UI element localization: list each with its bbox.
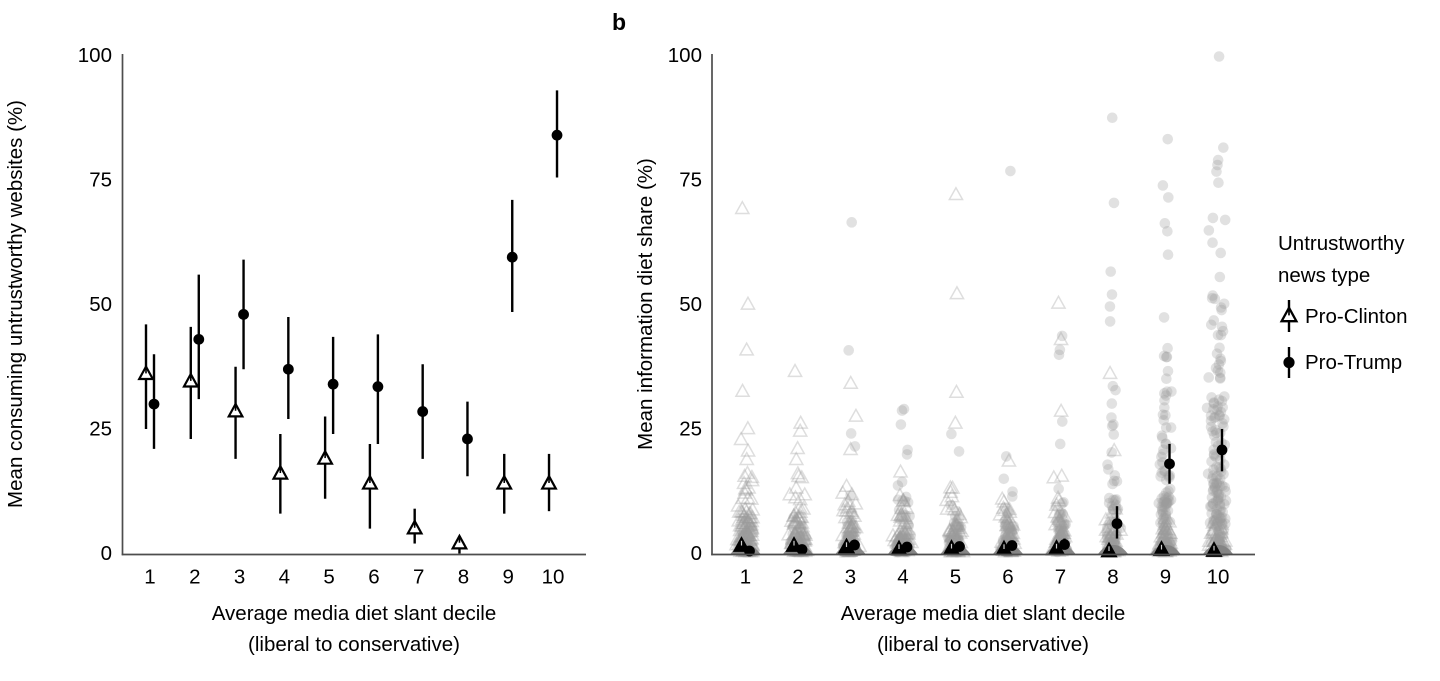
raw-triangle-point	[736, 384, 749, 396]
y-tick-label: 0	[100, 542, 112, 565]
raw-circle-point	[1105, 301, 1116, 312]
raw-triangle-point	[849, 409, 862, 421]
raw-circle-point	[1058, 497, 1069, 508]
pro-trump-circle-marker	[1112, 518, 1123, 529]
raw-circle-point	[1107, 289, 1118, 300]
y-tick-label: 75	[679, 168, 702, 192]
raw-triangle-point	[736, 202, 749, 214]
raw-circle-point	[896, 419, 907, 430]
raw-circle-point	[1054, 510, 1065, 521]
legend-title-line1: Untrustworthy	[1278, 232, 1405, 255]
x-tick-label: 10	[541, 565, 565, 589]
pro-trump-circle-marker	[1059, 539, 1070, 550]
raw-circle-point	[893, 480, 904, 491]
raw-triangle-point	[950, 385, 963, 397]
pro-trump-circle-marker	[1164, 458, 1175, 469]
raw-circle-point	[1213, 365, 1224, 376]
raw-triangle-point	[791, 442, 804, 454]
raw-circle-point	[1207, 237, 1218, 248]
x-tick-label: 6	[368, 565, 380, 589]
panel-a-points	[139, 90, 562, 553]
raw-circle-point	[1000, 516, 1011, 527]
pro-trump-circle-marker	[1007, 540, 1018, 551]
raw-triangle-point	[790, 453, 803, 465]
raw-circle-point	[1203, 372, 1214, 383]
y-tick-label: 25	[89, 417, 112, 441]
raw-triangle-point	[950, 287, 963, 299]
raw-triangle-point	[1052, 296, 1065, 308]
raw-circle-point	[1057, 331, 1068, 342]
raw-circle-point	[903, 521, 914, 532]
pro-trump-circle-marker	[1217, 445, 1228, 456]
raw-circle-point	[1107, 112, 1118, 123]
raw-circle-point	[1159, 312, 1170, 323]
raw-circle-point	[1216, 305, 1227, 316]
pro-trump-circle-marker	[417, 406, 428, 417]
raw-circle-point	[1211, 509, 1222, 520]
raw-triangle-point	[1055, 469, 1068, 481]
panel-a	[4, 44, 586, 656]
y-tick-label: 50	[89, 293, 112, 316]
raw-circle-point	[1210, 294, 1221, 305]
legend-label-pro-clinton: Pro-Clinton	[1305, 305, 1408, 328]
raw-circle-point	[1057, 416, 1068, 427]
raw-triangle-point	[741, 422, 754, 434]
raw-circle-point	[1204, 225, 1215, 236]
x-tick-label: 2	[792, 565, 804, 589]
panel-b-x-axis-title-line1: Average media diet slant decile	[840, 602, 1126, 625]
y-tick-label: 50	[679, 293, 702, 316]
raw-circle-point	[905, 530, 916, 541]
raw-triangle-point	[1103, 367, 1116, 379]
panel-b-y-tick-labels	[668, 44, 702, 565]
legend	[1278, 232, 1408, 378]
raw-circle-point	[1109, 198, 1120, 209]
pro-trump-circle-marker	[373, 381, 384, 392]
raw-circle-point	[1105, 266, 1116, 277]
raw-triangle-point	[741, 297, 754, 309]
raw-circle-point	[1209, 413, 1220, 424]
circle-errorbar-icon	[1283, 347, 1294, 378]
raw-circle-point	[845, 490, 856, 501]
raw-circle-point	[1054, 349, 1065, 360]
raw-circle-point	[1163, 366, 1174, 377]
raw-circle-point	[1215, 248, 1226, 259]
raw-triangle-point	[949, 188, 962, 200]
x-tick-label: 7	[412, 565, 425, 589]
panel-b	[634, 44, 1255, 656]
raw-triangle-point	[788, 365, 801, 377]
legend-label-pro-trump: Pro-Trump	[1305, 351, 1403, 374]
panel-b-x-axis-title-line2: (liberal to conservative)	[877, 633, 1089, 656]
raw-circle-point	[904, 511, 915, 522]
pro-trump-circle-marker	[193, 334, 204, 345]
pro-trump-circle-marker	[328, 379, 339, 390]
panel-a-y-tick-labels	[78, 44, 112, 565]
x-tick-label: 5	[949, 565, 962, 589]
raw-circle-point	[1110, 385, 1121, 396]
x-tick-label: 9	[1159, 565, 1172, 589]
raw-circle-point	[1220, 215, 1231, 226]
raw-circle-point	[1160, 495, 1171, 506]
raw-triangle-point	[734, 433, 747, 445]
raw-circle-point	[1105, 316, 1116, 327]
pro-trump-circle-marker	[849, 540, 860, 551]
raw-triangle-point	[740, 343, 753, 355]
raw-circle-point	[1166, 386, 1177, 397]
raw-triangle-point	[844, 376, 857, 388]
raw-circle-point	[1215, 428, 1226, 439]
raw-circle-point	[1109, 476, 1120, 487]
raw-circle-point	[1217, 396, 1228, 407]
raw-circle-point	[1156, 452, 1167, 463]
x-tick-label: 5	[323, 565, 335, 589]
x-tick-label: 2	[189, 565, 201, 589]
raw-circle-point	[894, 505, 905, 516]
y-tick-label: 100	[77, 44, 112, 67]
panel-a-x-tick-labels	[144, 566, 564, 589]
raw-circle-point	[846, 217, 857, 228]
pro-trump-circle-marker	[902, 542, 913, 553]
raw-circle-point	[1005, 166, 1016, 177]
raw-circle-point	[1212, 160, 1223, 171]
raw-circle-point	[897, 405, 908, 416]
raw-circle-point	[1110, 530, 1121, 541]
panel-a-x-axis-title-line2: (liberal to conservative)	[248, 633, 460, 656]
pro-trump-circle-marker	[954, 541, 965, 552]
raw-circle-point	[1208, 213, 1219, 224]
raw-circle-point	[1208, 315, 1219, 326]
raw-circle-point	[952, 522, 963, 533]
raw-circle-point	[1107, 398, 1118, 409]
pro-trump-circle-marker	[283, 364, 294, 375]
raw-circle-point	[1210, 483, 1221, 494]
triangle-errorbar-icon	[1282, 300, 1297, 332]
raw-circle-point	[788, 512, 799, 523]
raw-circle-point	[1166, 422, 1177, 433]
raw-circle-point	[954, 446, 965, 457]
panel-a-y-axis-title: Mean consuming untrustworthy websites (%)	[4, 100, 27, 508]
raw-circle-point	[1162, 134, 1173, 145]
x-tick-label: 4	[278, 565, 291, 589]
raw-circle-point	[1214, 51, 1225, 62]
panel-b-label: b	[612, 9, 627, 35]
raw-circle-point	[1163, 249, 1174, 260]
x-tick-label: 7	[1054, 565, 1067, 589]
raw-circle-point	[1215, 272, 1226, 283]
raw-circle-point	[1160, 410, 1171, 421]
raw-circle-point	[1158, 180, 1169, 191]
raw-circle-point	[1055, 439, 1066, 450]
x-tick-label: 8	[1107, 565, 1119, 589]
panel-a-x-axis-title-line1: Average media diet slant decile	[211, 602, 497, 625]
raw-circle-point	[848, 519, 859, 530]
raw-circle-point	[1102, 459, 1113, 470]
x-tick-label: 1	[739, 565, 752, 589]
raw-circle-point	[1108, 429, 1119, 440]
raw-circle-point	[738, 513, 749, 524]
raw-circle-point	[1203, 468, 1214, 479]
x-tick-label: 3	[233, 565, 246, 589]
raw-circle-point	[951, 506, 962, 517]
raw-triangle-point	[949, 416, 962, 428]
raw-circle-point	[946, 429, 957, 440]
x-tick-label: 3	[844, 565, 857, 589]
pro-trump-circle-marker	[797, 544, 808, 555]
raw-circle-point	[1213, 177, 1224, 188]
raw-circle-point	[1162, 352, 1173, 363]
raw-circle-point	[738, 529, 749, 540]
pro-trump-circle-marker	[552, 130, 563, 141]
raw-circle-point	[1220, 518, 1231, 529]
y-tick-label: 25	[679, 417, 702, 441]
x-tick-label: 1	[144, 565, 156, 589]
raw-circle-point	[901, 492, 912, 503]
raw-triangle-point	[894, 465, 907, 477]
raw-circle-point	[1216, 356, 1227, 367]
raw-circle-point	[1163, 192, 1174, 203]
panel-b-raw-scatter	[730, 51, 1232, 557]
raw-circle-point	[999, 474, 1010, 485]
raw-circle-point	[1215, 530, 1226, 541]
raw-circle-point	[846, 428, 857, 439]
x-tick-label: 9	[502, 565, 514, 589]
legend-item-pro-clinton	[1282, 300, 1408, 332]
raw-circle-point	[1007, 486, 1018, 497]
pro-trump-circle-marker	[462, 434, 473, 445]
raw-circle-point	[1216, 330, 1227, 341]
legend-title-line2: news type	[1278, 264, 1371, 287]
y-tick-label: 75	[89, 168, 112, 192]
raw-circle-point	[1218, 142, 1229, 153]
raw-circle-point	[1159, 513, 1170, 524]
panel-b-y-axis-title: Mean information diet share (%)	[634, 158, 657, 450]
raw-circle-point	[1161, 530, 1172, 541]
pro-trump-circle-marker	[238, 309, 249, 320]
raw-circle-point	[1162, 226, 1173, 237]
x-tick-label: 6	[1002, 565, 1014, 589]
raw-circle-point	[1053, 484, 1064, 495]
raw-triangle-point	[1055, 404, 1068, 416]
legend-circle-glyph	[1283, 357, 1294, 368]
raw-circle-point	[843, 345, 854, 356]
panel-b-x-tick-labels	[740, 566, 1230, 589]
raw-circle-point	[902, 449, 913, 460]
raw-circle-point	[846, 508, 857, 519]
x-tick-label: 4	[897, 565, 909, 589]
pro-trump-circle-marker	[149, 399, 160, 410]
x-tick-label: 10	[1206, 565, 1230, 589]
pro-trump-circle-marker	[507, 252, 518, 263]
x-tick-label: 8	[457, 565, 470, 589]
y-tick-label: 100	[667, 44, 702, 67]
raw-circle-point	[1218, 469, 1229, 480]
raw-circle-point	[1000, 502, 1011, 513]
y-tick-label: 0	[690, 542, 702, 565]
legend-item-pro-trump	[1283, 347, 1402, 378]
